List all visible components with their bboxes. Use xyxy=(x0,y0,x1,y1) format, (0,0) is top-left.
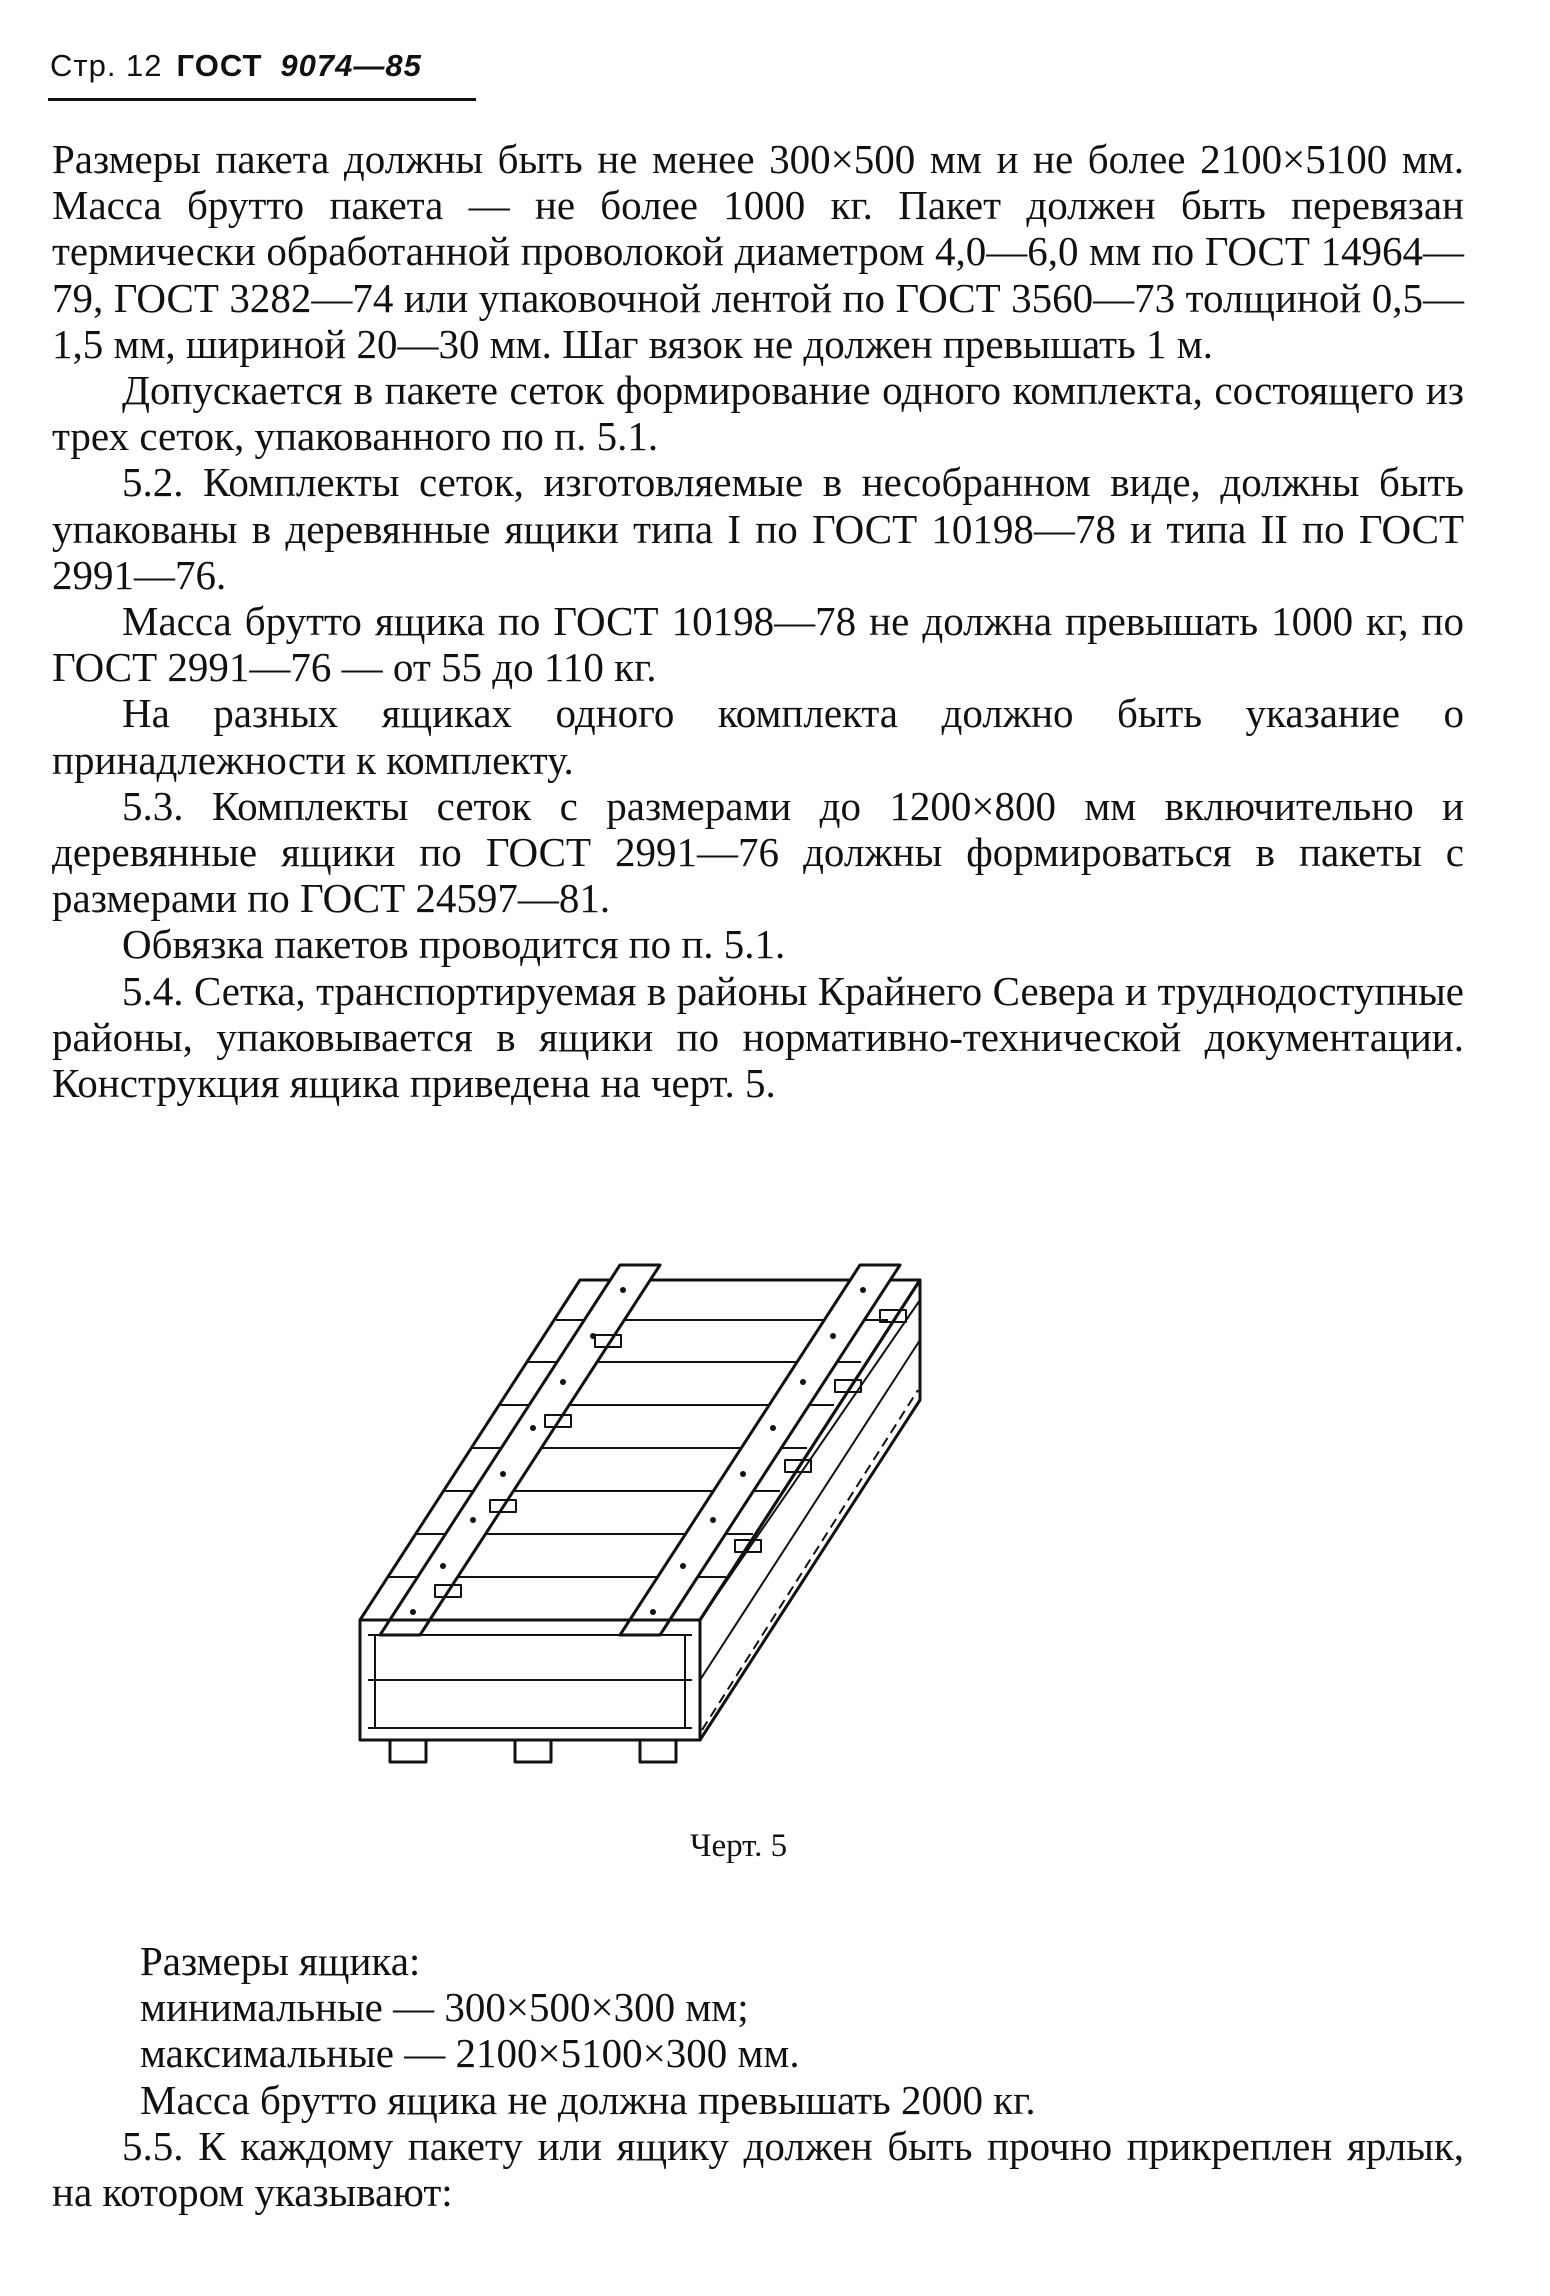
body-text-top xyxy=(52,136,1464,1106)
paragraph: Допускается в пакете сеток формирование одного комплекта, состоящего из трех сеток, упакованного по п. 5.1. xyxy=(52,367,1464,460)
page-header xyxy=(50,48,470,84)
paragraph: Масса брутто ящика по ГОСТ 10198—78 не должна превышать 1000 кг, по ГОСТ 2991—76 — от 55 до 110 кг. xyxy=(52,598,1464,691)
box-sizes-min: минимальные — 300×500×300 мм; xyxy=(140,1984,749,2031)
body-text-bottom xyxy=(52,1938,1464,2215)
header-rule xyxy=(48,98,476,101)
box-sizes-max: максимальные — 2100×5100×300 мм. xyxy=(140,2030,800,2077)
paragraph: На разных ящиках одного комплекта должно быть указание о принадлежности к комплекту. xyxy=(52,690,1464,783)
paragraph: 5.3. Комплекты сеток с размерами до 1200×800 мм включительно и деревянные ящики по ГОСТ 2991—76 должны формироваться в пакеты с размерами по ГОСТ 24597—81. xyxy=(52,782,1464,922)
paragraph: Размеры пакета должны быть не менее 300×500 мм и не более 2100×5100 мм. Масса брутто пакета — не более 1000 кг. Пакет должен быть перевязан термически обработанной проволокой диаметром 4,0—6,0 мм по ГОСТ 14964—79, ГОСТ 3282—74 или упаковочной лентой по ГОСТ 3560—73 толщиной 0,5—1,5 мм, шириной 20—30 мм. Шаг вязок не должен превышать 1 м. xyxy=(52,136,1464,367)
wooden-crate-drawing-icon xyxy=(340,1240,1200,1780)
paragraph: Масса брутто ящика не должна превышать 2000 кг. xyxy=(140,2076,1036,2123)
page-number: Стр. 12 xyxy=(50,48,163,83)
standard-label: ГОСТ xyxy=(176,48,263,83)
standard-number: 9074—85 xyxy=(280,48,422,83)
paragraph: 5.5. К каждому пакету или ящику должен быть прочно прикреплен ярлык, на котором указывают: xyxy=(52,2122,1464,2216)
paragraph: 5.4. Сетка, транспортируемая в районы Крайнего Севера и труднодоступные районы, упаковывается в ящики по нормативно-технической документации. Конструкция ящика приведена на черт. 5. xyxy=(52,967,1464,1107)
box-sizes-title: Размеры ящика: xyxy=(140,1938,421,1984)
paragraph: Обвязка пакетов проводится по п. 5.1. xyxy=(122,921,786,968)
figure-caption: Черт. 5 xyxy=(690,1828,788,1864)
paragraph: 5.2. Комплекты сеток, изготовляемые в несобранном виде, должны быть упакованы в деревянные ящики типа I по ГОСТ 10198—78 и типа II по ГОСТ 2991—76. xyxy=(52,459,1464,598)
